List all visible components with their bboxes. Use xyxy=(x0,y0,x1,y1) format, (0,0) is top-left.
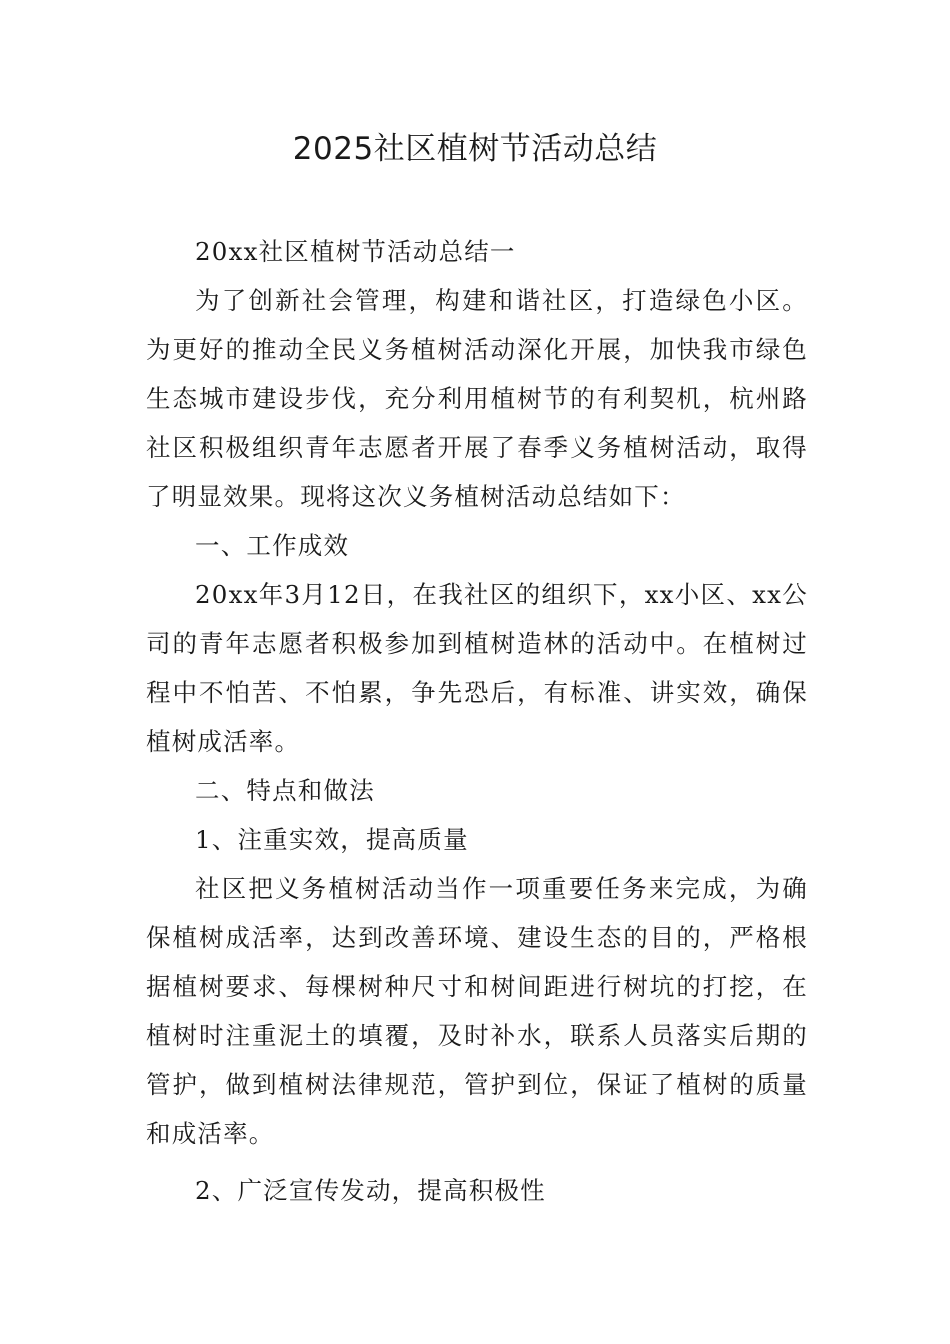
section-heading-results: 一、工作成效 xyxy=(195,531,350,560)
section-heading-methods: 二、特点和做法 xyxy=(195,776,375,805)
paragraph-gap xyxy=(146,1158,808,1166)
subheading-quality: 1、注重实效，提高质量 xyxy=(195,825,469,854)
document-title: 2025社区植树节活动总结 xyxy=(292,131,658,167)
paragraph-intro: 为了创新社会管理，构建和谐社区，打造绿色小区。为更好的推动全民义务植树活动深化开展，加快我市绿色生态城市建设步伐，充分利用植树节的有利契机，杭州路社区积极组织青年志愿者开展了春季义务植树活动，取得了明显效果。现将这次义务植树活动总结如下： xyxy=(146,286,808,511)
document-body xyxy=(146,227,808,1215)
paragraph-subtitle: 20xx社区植树节活动总结一 xyxy=(195,237,516,266)
subheading-promotion: 2、广泛宣传发动，提高积极性 xyxy=(195,1176,546,1205)
paragraph-quality: 社区把义务植树活动当作一项重要任务来完成，为确保植树成活率，达到改善环境、建设生态的目的，严格根据植树要求、每棵树种尺寸和树间距进行树坑的打挖，在植树时注重泥土的填覆，及时补水，联系人员落实后期的管护，做到植树法律规范，管护到位，保证了植树的质量和成活率。 xyxy=(146,874,808,1148)
paragraph-results: 20xx年3月12日，在我社区的组织下，xx小区、xx公司的青年志愿者积极参加到植树造林的活动中。在植树过程中不怕苦、不怕累，争先恐后，有标准、讲实效，确保植树成活率。 xyxy=(146,580,808,756)
